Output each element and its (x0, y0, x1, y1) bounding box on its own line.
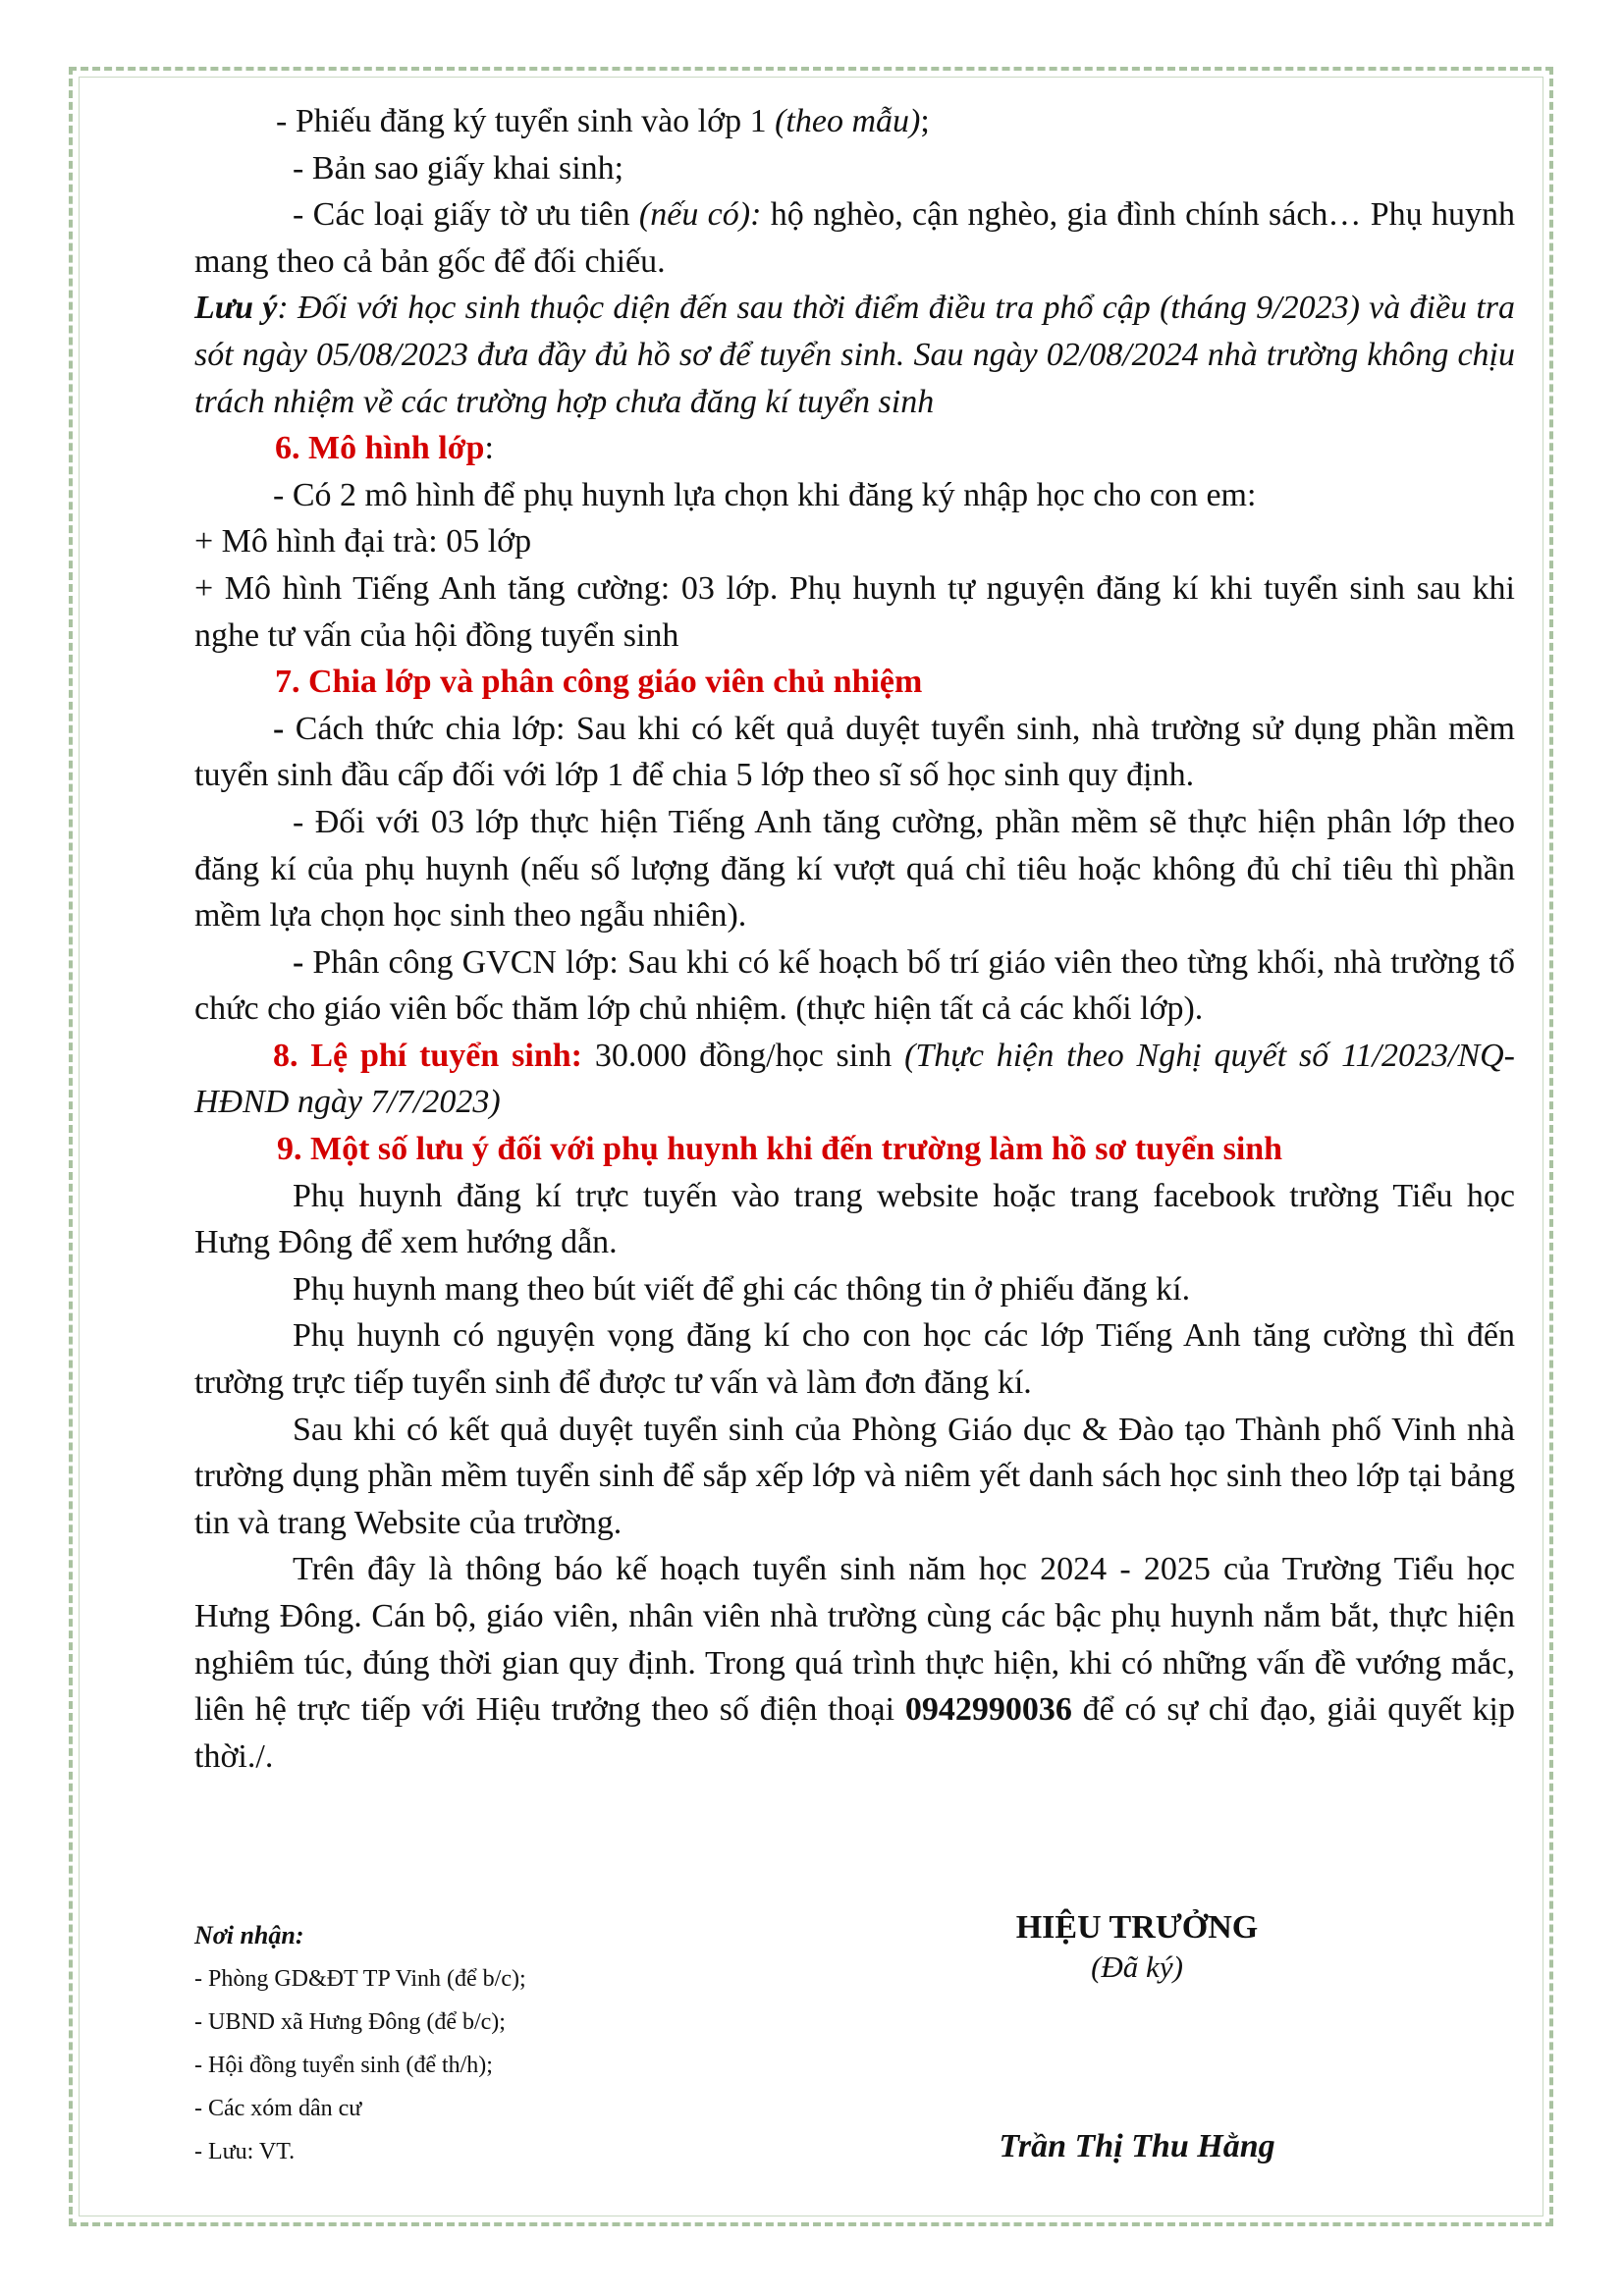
note-paragraph: Lưu ý: Đối với học sinh thuộc diện đến sau thời điểm điều tra phổ cập (tháng 9/2023) và điều tra sót ngày 05/08/2023 đưa đầy đủ hồ sơ để tuyển sinh. Sau ngày 02/08/2024 nhà trường không chịu trách nhiệm về các trường hợp chưa đăng kí tuyển sinh (194, 290, 1516, 420)
recipient-item: - Hội đồng tuyển sinh (để th/h); (194, 2053, 493, 2078)
docs-item-3: - Các loại giấy tờ ưu tiên (nếu có): hộ nghèo, cận nghèo, gia đình chính sách… Phụ huynh mang theo cả bản gốc để đối chiếu. (194, 196, 1516, 280)
closing-paragraph: Trên đây là thông báo kế hoạch tuyển sinh năm học 2024 - 2025 của Trường Tiểu học Hưng Đông. Cán bộ, giáo viên, nhân viên nhà trường cùng các bậc phụ huynh nắm bắt, thực hiện nghiêm túc, đúng thời gian quy định. Trong quá trình thực hiện, khi có những vấn đề vướng mắc, liên hệ trực tiếp với Hiệu trưởng theo số điện thoại 0942990036 để có sự chỉ đạo, giải quyết kịp thời./. (194, 1551, 1515, 1775)
signer-note: (Đã ký) (1091, 1949, 1183, 1984)
signature-block (194, 1909, 1515, 2209)
section-6-heading: 6. Mô hình lớp: (275, 430, 494, 467)
recipients-title: Nơi nhận: (194, 1921, 304, 1949)
signer-name: Trần Thị Thu Hằng (999, 2128, 1275, 2164)
docs-item-2: - Bản sao giấy khai sinh; (293, 149, 624, 187)
section-9-para-2: Phụ huynh mang theo bút viết để ghi các thông tin ở phiếu đăng kí. (293, 1270, 1191, 1308)
section-9-heading: 9. Một số lưu ý đối với phụ huynh khi đến trường làm hồ sơ tuyển sinh (277, 1131, 1283, 1168)
section-7-para-1: - Cách thức chia lớp: Sau khi có kết quả duyệt tuyển sinh, nhà trường sử dụng phần mềm tuyển sinh đầu cấp đối với lớp 1 để chia 5 lớp theo sĩ số học sinh quy định. (194, 710, 1515, 794)
section-9-para-3: Phụ huynh có nguyện vọng đăng kí cho con học các lớp Tiếng Anh tăng cường thì đến trường trực tiếp tuyển sinh để được tư vấn và làm đơn đăng kí. (194, 1317, 1515, 1402)
contact-phone: 0942990036 (904, 1691, 1072, 1729)
section-7-heading: 7. Chia lớp và phân công giáo viên chủ nhiệm (275, 664, 923, 701)
recipient-item: - Các xóm dân cư (194, 2096, 362, 2121)
recipients-list (194, 1914, 526, 2173)
signer-title: HIỆU TRƯỞNG (1015, 1909, 1259, 1946)
section-7-para-3: - Phân công GVCN lớp: Sau khi có kế hoạch bố trí giáo viên theo từng khối, nhà trường tổ chức cho giáo viên bốc thăm lớp chủ nhiệm. (thực hiện tất cả các khối lớp). (194, 943, 1515, 1028)
recipient-item: - Phòng GD&ĐT TP Vinh (để b/c); (194, 1966, 526, 1992)
docs-item-1: - Phiếu đăng ký tuyển sinh vào lớp 1 (theo mẫu); (276, 103, 930, 139)
document-body (194, 98, 1515, 1780)
section-6-intro: - Có 2 mô hình để phụ huynh lựa chọn khi đăng ký nhập học cho con em: (273, 476, 1257, 513)
section-7-para-2: - Đối với 03 lớp thực hiện Tiếng Anh tăng cường, phần mềm sẽ thực hiện phân lớp theo đăng kí của phụ huynh (nếu số lượng đăng kí vượt quá chỉ tiêu hoặc không đủ chỉ tiêu thì phần mềm lựa chọn học sinh theo ngẫu nhiên). (194, 803, 1515, 934)
recipient-item: - UBND xã Hưng Đông (để b/c); (194, 2009, 506, 2035)
section-6-model-2: + Mô hình Tiếng Anh tăng cường: 03 lớp. Phụ huynh tự nguyện đăng kí khi tuyển sinh sau khi nghe tư vấn của hội đồng tuyển sinh (194, 569, 1515, 654)
recipient-item: - Lưu: VT. (194, 2139, 296, 2164)
section-8-fee: 8. Lệ phí tuyển sinh: 30.000 đồng/học sinh (Thực hiện theo Nghị quyết số 11/2023/NQ-HĐND ngày 7/7/2023) (194, 1037, 1515, 1121)
section-9-para-4: Sau khi có kết quả duyệt tuyển sinh của Phòng Giáo dục & Đào tạo Thành phố Vinh nhà trường dụng phần mềm tuyển sinh để sắp xếp lớp và niêm yết danh sách học sinh theo lớp tại bảng tin và trang Website của trường. (194, 1411, 1515, 1541)
signer (941, 1909, 1333, 2164)
section-6-model-1: + Mô hình đại trà: 05 lớp (194, 523, 532, 561)
section-9-para-1: Phụ huynh đăng kí trực tuyến vào trang website hoặc trang facebook trường Tiểu học Hưng Đông để xem hướng dẫn. (194, 1177, 1515, 1261)
